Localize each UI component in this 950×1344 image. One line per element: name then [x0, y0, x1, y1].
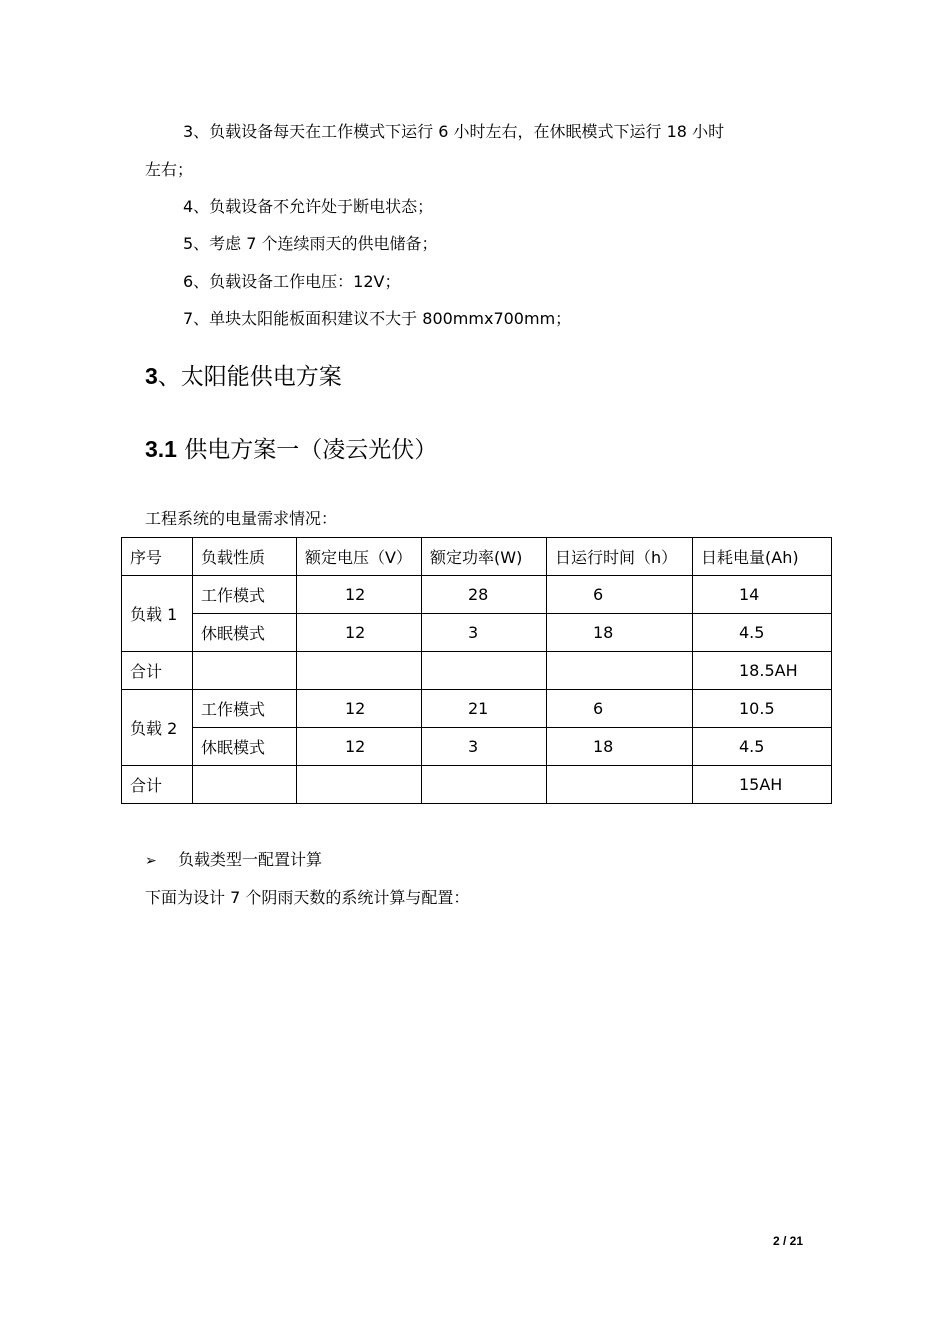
load-1-sleep-mode: 休眠模式	[193, 614, 297, 652]
intro-paragraph: 下面为设计 7 个阴雨天数的系统计算与配置：	[145, 888, 470, 907]
requirement-item-3-line-1: 3、负载设备每天在工作模式下运行 6 小时左右，在休眠模式下运行 18 小时	[183, 122, 725, 141]
section-3-1-number: 3.1	[145, 436, 177, 462]
load-table	[121, 537, 832, 804]
header-index: 序号	[122, 538, 193, 576]
load-1-label: 负载 1	[122, 576, 193, 652]
table-row	[122, 614, 832, 652]
header-load-type: 负载性质	[193, 538, 297, 576]
load-2-work-voltage: 12	[297, 690, 422, 728]
bullet-arrow-icon: ➢	[145, 853, 157, 869]
empty-cell	[422, 652, 547, 690]
section-3-title: 、太阳能供电方案	[157, 364, 342, 390]
page-number: 2 / 21	[773, 1234, 804, 1248]
requirement-item-5: 5、考虑 7 个连续雨天的供电储备；	[183, 234, 438, 253]
load-2-label: 负载 2	[122, 690, 193, 766]
load-1-sleep-voltage: 12	[297, 614, 422, 652]
load-1-total-value: 18.5AH	[693, 652, 832, 690]
table-header-row	[122, 538, 832, 576]
table-row	[122, 766, 832, 804]
load-1-work-hours: 6	[547, 576, 693, 614]
section-3-1-heading	[145, 435, 437, 464]
table-row	[122, 576, 832, 614]
section-3-1-title: 供电方案一（凌云光伏）	[176, 437, 438, 463]
empty-cell	[422, 766, 547, 804]
load-2-work-power: 21	[422, 690, 547, 728]
empty-cell	[193, 766, 297, 804]
header-rated-voltage: 额定电压（V）	[297, 538, 422, 576]
empty-cell	[297, 766, 422, 804]
load-2-work-hours: 6	[547, 690, 693, 728]
load-2-sleep-consumption: 4.5	[693, 728, 832, 766]
empty-cell	[193, 652, 297, 690]
header-daily-runtime: 日运行时间（h）	[547, 538, 693, 576]
header-rated-power: 额定功率(W)	[422, 538, 547, 576]
load-2-sleep-mode: 休眠模式	[193, 728, 297, 766]
load-1-sleep-hours: 18	[547, 614, 693, 652]
load-2-sleep-hours: 18	[547, 728, 693, 766]
requirement-item-7: 7、单块太阳能板面积建议不大于 800mmx700mm；	[183, 309, 572, 328]
load-2-work-consumption: 10.5	[693, 690, 832, 728]
load-1-work-voltage: 12	[297, 576, 422, 614]
load-1-work-mode: 工作模式	[193, 576, 297, 614]
header-daily-consumption: 日耗电量(Ah)	[693, 538, 832, 576]
table-caption: 工程系统的电量需求情况：	[145, 509, 338, 528]
load-2-sleep-voltage: 12	[297, 728, 422, 766]
section-3-number: 3	[145, 363, 158, 389]
table-row	[122, 690, 832, 728]
load-1-work-power: 28	[422, 576, 547, 614]
empty-cell	[547, 652, 693, 690]
load-1-sleep-consumption: 4.5	[693, 614, 832, 652]
load-2-work-mode: 工作模式	[193, 690, 297, 728]
requirement-item-3-line-2: 左右；	[145, 160, 194, 179]
load-2-total-value: 15AH	[693, 766, 832, 804]
requirement-item-6: 6、负载设备工作电压：12V；	[183, 272, 401, 291]
requirement-item-4: 4、负载设备不允许处于断电状态；	[183, 197, 434, 216]
load-1-total-label: 合计	[122, 652, 193, 690]
load-1-sleep-power: 3	[422, 614, 547, 652]
table-row	[122, 728, 832, 766]
load-2-sleep-power: 3	[422, 728, 547, 766]
empty-cell	[547, 766, 693, 804]
table-row	[122, 652, 832, 690]
section-3-heading	[145, 362, 342, 391]
load-1-work-consumption: 14	[693, 576, 832, 614]
load-2-total-label: 合计	[122, 766, 193, 804]
empty-cell	[297, 652, 422, 690]
bullet-text: 负载类型一配置计算	[178, 850, 323, 869]
